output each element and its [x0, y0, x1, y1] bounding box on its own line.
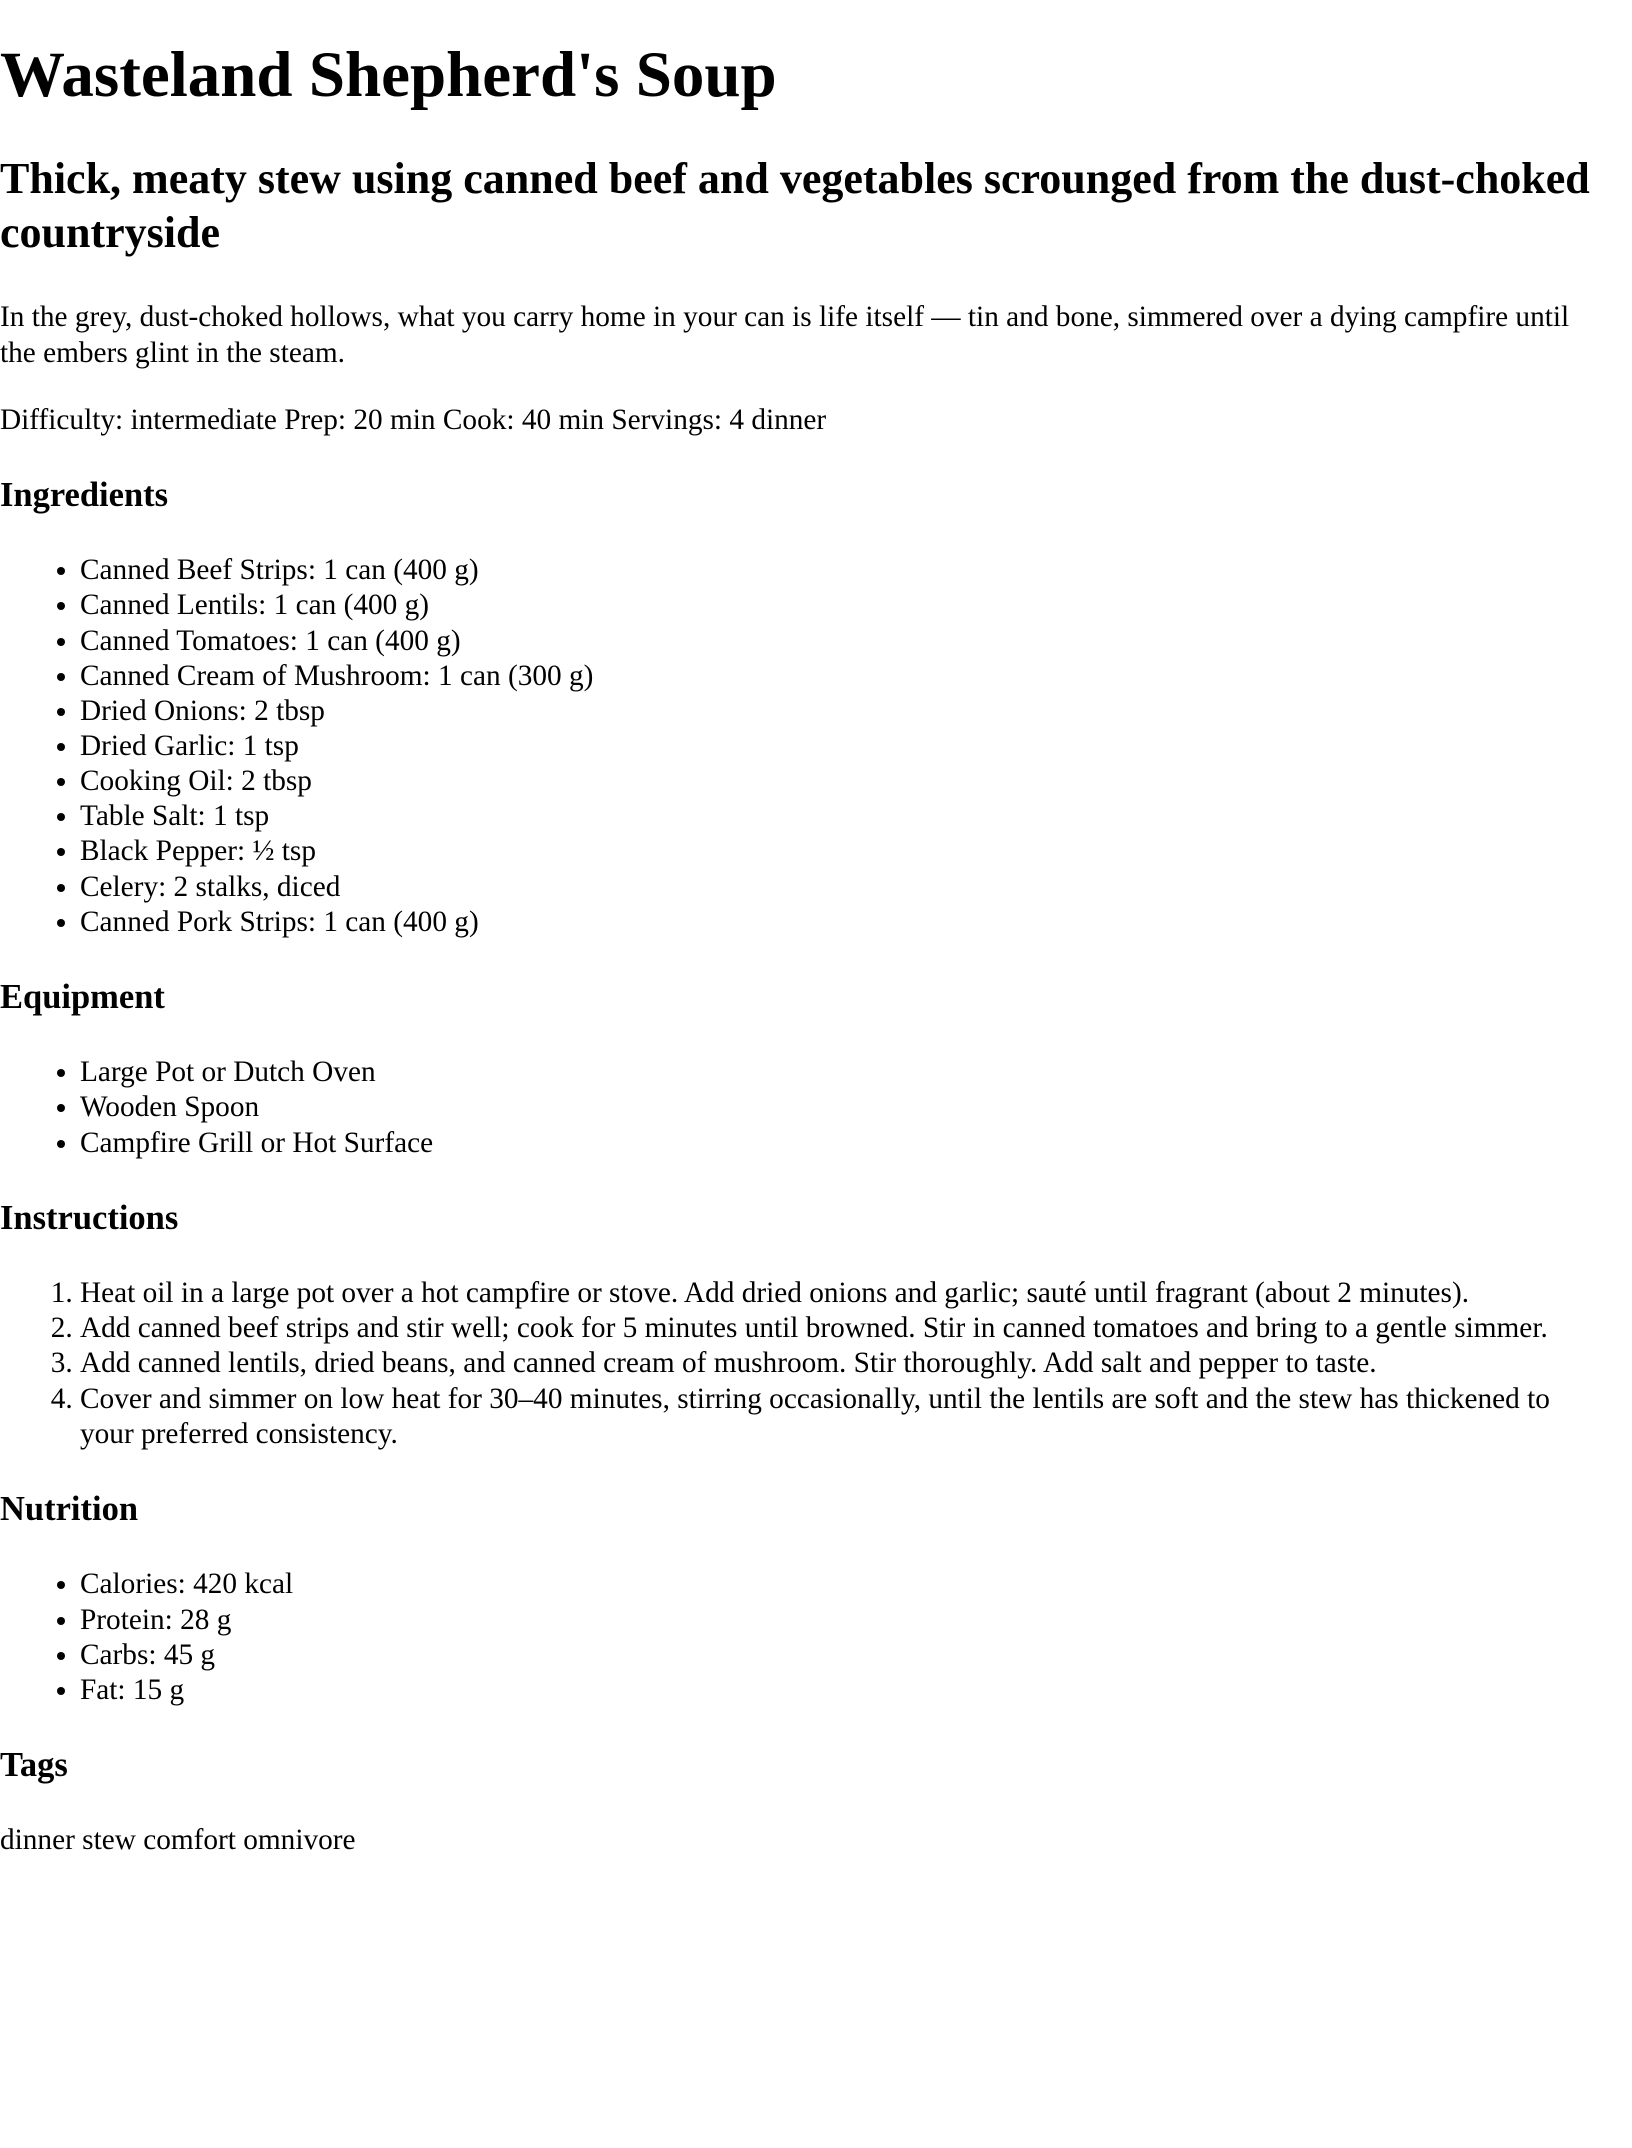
meta-meal-type: dinner [751, 403, 827, 436]
instructions-heading: Instructions [0, 1198, 179, 1237]
ingredient-item: • Canned Lentils: 1 can (400 g) [80, 588, 1610, 623]
nutrition-item: • Fat: 15 g [80, 1673, 1610, 1708]
ingredient-item: • Celery: 2 stalks, diced [80, 870, 1610, 905]
ingredient-item: • Table Salt: 1 tsp [80, 799, 1610, 834]
tag: stew [82, 1824, 136, 1857]
nutrition-list [0, 1567, 1610, 1708]
ingredient-item: • Dried Onions: 2 tbsp [80, 694, 1610, 729]
equipment-list [0, 1055, 1610, 1160]
recipe-title: Wasteland Shepherd's Soup [0, 39, 777, 111]
instructions-list [0, 1276, 1610, 1452]
equipment-heading: Equipment [0, 977, 165, 1016]
tags-list [0, 1823, 1610, 1858]
nutrition-item: • Carbs: 45 g [80, 1638, 1610, 1673]
equipment-item: • Campfire Grill or Hot Surface [80, 1126, 1610, 1161]
ingredient-item: • Black Pepper: ½ tsp [80, 834, 1610, 869]
meta-difficulty: Difficulty: intermediate [0, 403, 277, 436]
ingredient-item: • Canned Beef Strips: 1 can (400 g) [80, 553, 1610, 588]
equipment-item: • Wooden Spoon [80, 1090, 1610, 1125]
ingredient-item: • Dried Garlic: 1 tsp [80, 729, 1610, 764]
ingredient-item: • Canned Tomatoes: 1 can (400 g) [80, 624, 1610, 659]
tag: omnivore [243, 1824, 356, 1857]
nutrition-item: • Calories: 420 kcal [80, 1567, 1610, 1602]
tags-heading: Tags [0, 1745, 68, 1784]
recipe-subtitle: Thick, meaty stew using canned beef and vegetables scrounged from the dust-choked countryside [0, 154, 1590, 257]
ingredient-item: • Cooking Oil: 2 tbsp [80, 764, 1610, 799]
equipment-item: • Large Pot or Dutch Oven [80, 1055, 1610, 1090]
instruction-step: 4. Cover and simmer on low heat for 30–40 minutes, stirring occasionally, until the lentils are soft and the stew has thickened to your preferred consistency. [80, 1382, 1610, 1452]
recipe-page [0, 36, 1610, 1859]
instruction-step: 3. Add canned lentils, dried beans, and canned cream of mushroom. Stir thoroughly. Add salt and pepper to taste. [80, 1346, 1610, 1381]
instruction-step: 2. Add canned beef strips and stir well; cook for 5 minutes until browned. Stir in canned tomatoes and bring to a gentle simmer. [80, 1311, 1610, 1346]
nutrition-heading: Nutrition [0, 1489, 138, 1528]
ingredient-item: • Canned Cream of Mushroom: 1 can (300 g) [80, 659, 1610, 694]
meta-cook: Cook: 40 min [442, 403, 605, 436]
instruction-step: 1. Heat oil in a large pot over a hot campfire or stove. Add dried onions and garlic; sauté until fragrant (about 2 minutes). [80, 1276, 1610, 1311]
recipe-intro: In the grey, dust-choked hollows, what you carry home in your can is life itself — tin and bone, simmered over a dying campfire until the embers glint in the steam. [0, 301, 1570, 369]
ingredient-item: • Canned Pork Strips: 1 can (400 g) [80, 905, 1610, 940]
meta-servings: Servings: 4 [611, 403, 745, 436]
ingredients-list [0, 553, 1610, 940]
tag: dinner [0, 1824, 75, 1857]
ingredients-heading: Ingredients [0, 475, 169, 514]
nutrition-item: • Protein: 28 g [80, 1603, 1610, 1638]
recipe-meta [0, 403, 1610, 438]
tag: comfort [143, 1824, 236, 1857]
meta-prep: Prep: 20 min [284, 403, 436, 436]
